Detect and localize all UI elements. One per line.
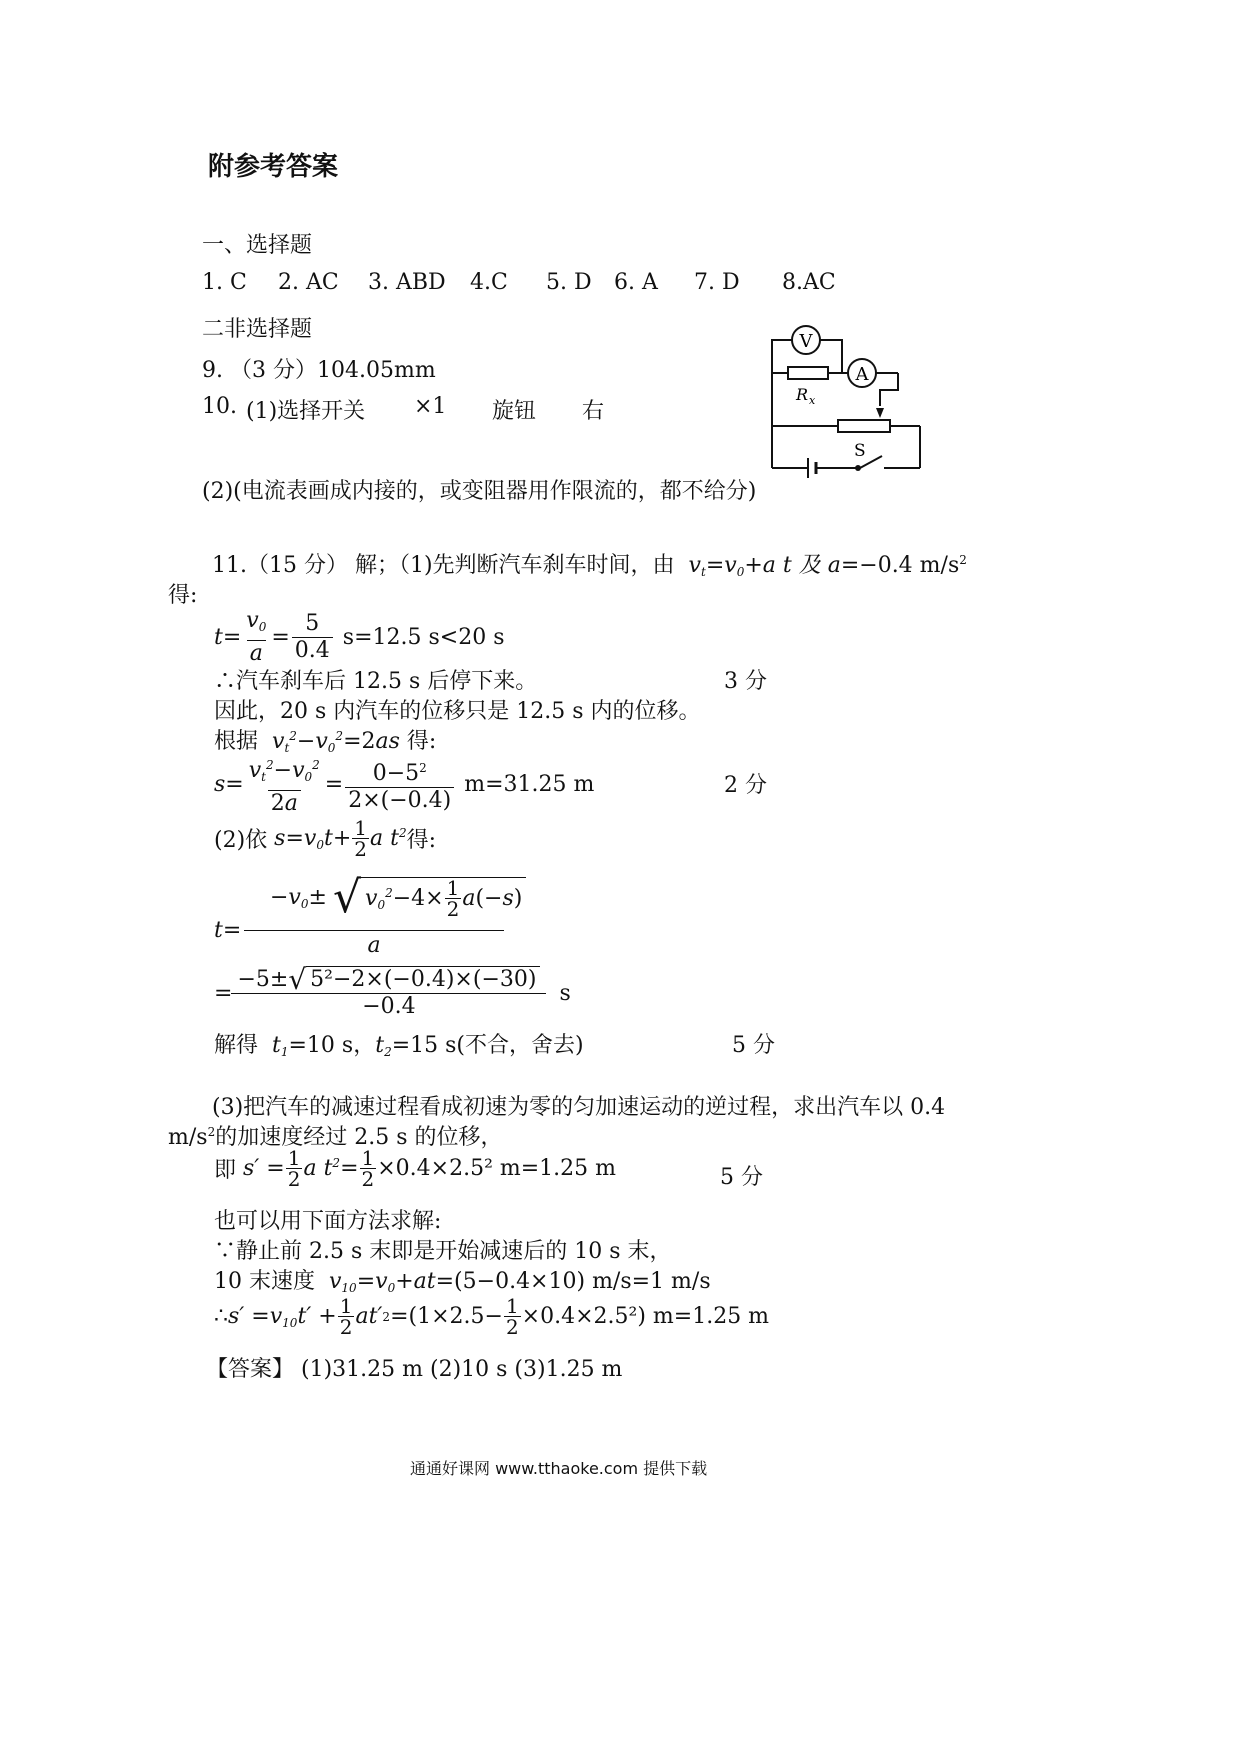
score-3pts: 3 分 [724,669,767,694]
eq-displacement-tail: m=31.25 m [464,772,595,797]
q11-p2-tail: 得: [406,828,437,853]
eq-v10: 10 末速度 $v_{10}=v_0+at=(5-0.4\times 10)$ m/s=1 m/s [214,1269,711,1295]
q11-by-tail: 得: [406,729,437,754]
score-5pts-a: 5 分 [732,1033,775,1058]
q11-part3b: 的加速度经过 2.5 s 的位移， [215,1125,503,1150]
eq-t-brake-tail: s=12.5 s<20 s [342,625,505,650]
q11-final-answer: 【答案】 (1)31.25 m (2)10 s (3)1.25 m [206,1357,623,1382]
eq-part2-basis: (2)依 s = $v_0t$ + $\frac{1}{2}$ a $t^2$ 得: [214,816,437,861]
mc-answer-8: 8.AC [782,270,836,295]
resistor-subscript: x [809,394,816,407]
eq-s-prime-tail: ×0.4×2.5² m=1.25 m [377,1156,617,1181]
q11-part3: (3)把汽车的减速过程看成初速为零的匀加速运动的逆过程，求出汽车以 0.4 [212,1095,946,1120]
eq-final-tail: ×0.4×2.5²) m=1.25 m [521,1304,770,1329]
q9-answer: 9. （3 分）104.05mm [202,358,436,383]
mc-answer-2: 2. AC [278,270,339,295]
q11-solve: 解得 [214,1033,259,1058]
q10-knob: 旋钮 [492,399,537,424]
page-title: 附参考答案 [208,152,339,182]
score-5pts-b: 5 分 [720,1165,763,1190]
q11-part3b-line: $m/s^2$的加速度经过 2.5 s 的位移， [168,1125,503,1150]
mc-answer-4: 4.C [470,270,508,295]
q11-stop-line: ∴汽车刹车后 12.5 s 后停下来。 [214,669,538,694]
q11-v10-head: 10 末速度 [214,1269,315,1294]
q11-by-formula: 根据 $v_t^2-v_0^2=2as$ 得: [214,729,437,755]
switch-label: S [854,441,866,461]
q11-alt: 也可以用下面方法求解: [214,1209,442,1234]
eq-t-brake: t = $\frac{v_0}{a}$ = $\frac{5}{0.4}$ s=12.5 s<20 s [214,608,505,666]
score-2pts: 2 分 [724,773,767,798]
q10-part1: (1)选择开关 [246,399,366,424]
q11-v10-tail: =(5−0.4×10) m/s=1 m/s [435,1269,711,1294]
q11-ji: 即 [214,1158,237,1183]
q11-heading: 11.（15 分） 解；（1)先判断汽车刹车时间，由 $v_t=v_0+a$ t 及 a=−0.4 $m/s^2$ [212,553,967,579]
eq-den: −0.4 [231,993,546,1020]
q11-solve-tail: (不合，舍去) [456,1033,584,1058]
resistor-label: R [796,385,809,404]
voltmeter-label: V [799,331,813,352]
q11-p2-head: (2)依 [214,828,268,853]
circuit-diagram [760,318,930,478]
q10-multiplier: ×1 [414,394,447,419]
mc-answer-5: 5. D [546,270,592,295]
q11-heading-text: 11.（15 分） 解；（1)先判断汽车刹车时间，由 [212,553,675,578]
q11-therefore: 因此，20 s 内汽车的位移只是 12.5 s 内的位移。 [214,699,701,724]
section-choice-heading: 一、选择题 [202,233,313,258]
footer-credit: 通通好课网 www.tthaoke.com 提供下载 [410,1459,708,1478]
eq-s-prime: 即 s′ = $\frac{1}{2}$ a $t^2$ = $\frac{1}{2}$ ×0.4×2.5² m=1.25 m [214,1146,617,1191]
q11-by: 根据 [214,729,259,754]
mc-answer-6: 6. A [614,270,658,295]
q11-de: 得: [168,583,198,608]
q11-since: ∵静止前 2.5 s 末即是开始减速后的 10 s 末， [214,1239,672,1264]
eq-t-numeric: = −5± √ 5²−2×(−0.4)×(−30) −0.4 s [214,962,571,1019]
q10-right: 右 [582,399,605,424]
eq-t-symbol: t= [214,918,242,943]
mc-answer-1: 1. C [202,270,247,295]
ammeter-label: A [855,364,869,385]
mc-answer-7: 7. D [694,270,740,295]
q10-part2: (2)(电流表画成内接的，或变阻器用作限流的，都不给分) [202,479,757,504]
section-nonchoice-heading: 二非选择题 [202,317,313,342]
q10-label: 10. [202,394,237,419]
eq-final: ∴ s′ = $v_{10}t'$ + $\frac{1}{2}$ at′ 2 =(1×2.5− $\frac{1}{2}$ ×0.4×2.5²) m=1.25 m [214,1294,770,1339]
q11-solve-line: 解得 $t_1=10$ s，$t_2=15$ s(不合，舍去) [214,1033,584,1059]
eq-num-head: −5± [237,966,289,992]
eq-displacement: s = $\frac{v_t^2-v_0^2}{2a}$ = $\frac{0-5^2}{2\times(-0.4)}$ m=31.25 m [214,758,595,816]
eq-sqrt-inner: 5²−2×(−0.4)×(−30) [306,966,540,993]
eq-t-fraction: $-v_0\pm$ √ $v_0^2$ −4× $\frac{1}{2}$ a ( −s ) a [244,866,504,961]
eq-unit-s: s [559,980,571,1006]
mc-answer-3: 3. ABD [368,270,446,295]
